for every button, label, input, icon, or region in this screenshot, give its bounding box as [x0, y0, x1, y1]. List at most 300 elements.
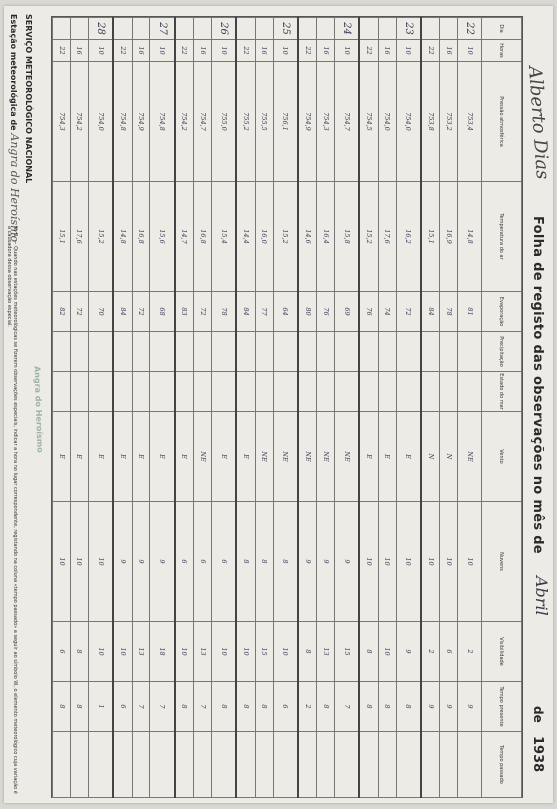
table-cell: 10 [396, 502, 421, 622]
table-cell: 14,7 [175, 182, 194, 292]
table-cell: 8 [175, 682, 194, 732]
table-row [53, 18, 71, 798]
table-cell: E [396, 412, 421, 502]
table-cell: 8 [71, 682, 89, 732]
record-sheet [4, 6, 553, 803]
table-cell: 9 [458, 682, 482, 732]
table-cell: 10 [396, 40, 421, 62]
table-cell [211, 372, 236, 412]
table-cell: 28 [88, 18, 113, 40]
table-cell: 15,2 [88, 182, 113, 292]
table-cell: 9 [298, 502, 317, 622]
col-clouds: Nuvens [482, 502, 522, 622]
table-cell: 22 [421, 40, 440, 62]
col-wind: Vento [482, 412, 522, 502]
table-cell: 82 [53, 292, 71, 332]
table-cell: 16,2 [396, 182, 421, 292]
signature: Alberto Dias [524, 65, 553, 181]
table-cell [335, 332, 360, 372]
table-cell: 754,9 [132, 62, 150, 182]
table-cell [132, 732, 150, 798]
table-cell [298, 18, 317, 40]
table-cell: 10 [88, 40, 113, 62]
table-row [71, 18, 89, 798]
table-cell: 1 [88, 682, 113, 732]
table-cell: 7 [150, 682, 175, 732]
table-cell: 8 [53, 682, 71, 732]
col-visibility: Visibilidade [482, 622, 522, 682]
table-cell: 754,0 [378, 62, 396, 182]
table-cell: 754,8 [113, 62, 132, 182]
table-cell: 754,2 [71, 62, 89, 182]
table-cell: NE [317, 412, 335, 502]
table-cell: 6 [273, 682, 298, 732]
table-cell [71, 732, 89, 798]
col-day: Dia [482, 18, 522, 40]
table-cell: 10 [458, 502, 482, 622]
table-cell [175, 372, 194, 412]
table-cell [53, 18, 71, 40]
col-evaporation: Evaporação [482, 292, 522, 332]
table-cell [53, 332, 71, 372]
table-cell: 6 [53, 622, 71, 682]
table-cell: 84 [236, 292, 255, 332]
table-cell [175, 18, 194, 40]
table-cell: 7 [132, 682, 150, 732]
table-cell: 754,0 [88, 62, 113, 182]
table-cell: 8 [273, 502, 298, 622]
table-cell [378, 732, 396, 798]
table-cell [113, 18, 132, 40]
table-row [175, 18, 194, 798]
table-cell: 17,6 [71, 182, 89, 292]
table-cell: 8 [236, 502, 255, 622]
table-cell: 74 [378, 292, 396, 332]
table-cell: 22 [175, 40, 194, 62]
table-cell: 10 [273, 622, 298, 682]
station-line [8, 14, 21, 242]
table-cell [255, 732, 273, 798]
table-cell: 6 [175, 502, 194, 622]
station-stamp: Angra do Heroísmo [32, 365, 45, 453]
table-cell [175, 732, 194, 798]
table-cell: 754,7 [335, 62, 360, 182]
table-cell [132, 332, 150, 372]
table-row [255, 18, 273, 798]
table-cell: 2 [458, 622, 482, 682]
station-name: Angra do Heroísmo [8, 133, 21, 243]
table-row [298, 18, 317, 798]
table-cell [317, 732, 335, 798]
table-cell: 10 [175, 622, 194, 682]
table-cell: 10 [359, 502, 378, 622]
table-cell: 72 [396, 292, 421, 332]
table-cell: 2 [421, 622, 440, 682]
table-cell: 9 [150, 502, 175, 622]
table-cell: 15,2 [359, 182, 378, 292]
table-cell: 10 [378, 622, 396, 682]
col-sea: Estado do mar [482, 372, 522, 412]
table-cell: 9 [440, 682, 458, 732]
table-cell [236, 732, 255, 798]
table-cell [175, 332, 194, 372]
table-cell [194, 18, 212, 40]
table-cell [440, 732, 458, 798]
table-cell: NE [194, 412, 212, 502]
table-cell [273, 332, 298, 372]
table-cell [440, 372, 458, 412]
table-cell: 755,0 [211, 62, 236, 182]
table-cell [88, 372, 113, 412]
table-cell [273, 732, 298, 798]
table-cell: 25 [273, 18, 298, 40]
table-cell: 6 [194, 502, 212, 622]
table-cell: 9 [132, 502, 150, 622]
table-cell [255, 372, 273, 412]
table-cell [421, 332, 440, 372]
table-cell: 754,2 [175, 62, 194, 182]
table-cell: 22 [113, 40, 132, 62]
footnote: N. B. — Quando nas estações meteorológicas se fizerem observações especiais, indicar a hora no lugar correspondente, registando na coluna «tempo passado» a seguir ao símbolo W, o elemento meteorológico cuja variação é a causadora dessa observação especial. [6, 226, 18, 794]
table-cell: 16 [440, 40, 458, 62]
table-cell: 16,9 [440, 182, 458, 292]
table-cell [378, 372, 396, 412]
table-cell: 753,4 [458, 62, 482, 182]
table-cell [421, 18, 440, 40]
table-cell [421, 732, 440, 798]
table-cell: 10 [440, 502, 458, 622]
table-cell: 16 [132, 40, 150, 62]
table-cell: 68 [150, 292, 175, 332]
table-cell: E [71, 412, 89, 502]
table-cell: 8 [298, 622, 317, 682]
table-cell: 15,1 [53, 182, 71, 292]
table-cell: NE [335, 412, 360, 502]
table-cell [421, 372, 440, 412]
table-cell: 9 [113, 502, 132, 622]
table-cell: 15,6 [150, 182, 175, 292]
table-cell: 22 [298, 40, 317, 62]
table-cell [150, 372, 175, 412]
table-cell [113, 732, 132, 798]
table-cell: 10 [88, 622, 113, 682]
table-cell: 16 [71, 40, 89, 62]
table-cell: 80 [298, 292, 317, 332]
table-cell: 22 [236, 40, 255, 62]
table-cell [440, 18, 458, 40]
table-cell: 8 [378, 682, 396, 732]
table-cell [335, 732, 360, 798]
table-cell [273, 372, 298, 412]
table-cell [458, 332, 482, 372]
table-cell [359, 332, 378, 372]
table-cell [317, 372, 335, 412]
table-cell [255, 332, 273, 372]
table-cell: 9 [335, 502, 360, 622]
table-cell: E [132, 412, 150, 502]
table-cell: E [236, 412, 255, 502]
table-cell: 8 [71, 622, 89, 682]
table-row [150, 18, 175, 798]
table-cell: 6 [440, 622, 458, 682]
table-cell: 10 [458, 40, 482, 62]
table-cell [317, 332, 335, 372]
table-cell: 14,6 [298, 182, 317, 292]
table-cell: 14,8 [113, 182, 132, 292]
table-cell: 754,9 [298, 62, 317, 182]
table-cell: E [359, 412, 378, 502]
table-cell [440, 332, 458, 372]
table-cell: E [113, 412, 132, 502]
table-cell: N [421, 412, 440, 502]
table-cell: 14,8 [458, 182, 482, 292]
table-cell: 6 [113, 682, 132, 732]
table-cell: 13 [317, 622, 335, 682]
table-cell [194, 732, 212, 798]
table-cell [150, 332, 175, 372]
table-cell: 22 [458, 18, 482, 40]
table-cell [113, 332, 132, 372]
table-cell [335, 372, 360, 412]
table-cell: 15,8 [335, 182, 360, 292]
table-cell: 78 [211, 292, 236, 332]
table-cell [194, 372, 212, 412]
table-cell [317, 18, 335, 40]
table-cell [211, 732, 236, 798]
table-row [378, 18, 396, 798]
table-cell: 8 [359, 682, 378, 732]
table-cell [298, 372, 317, 412]
table-cell: 84 [421, 292, 440, 332]
table-cell: 15,4 [211, 182, 236, 292]
table-row [236, 18, 255, 798]
table-cell: 16 [194, 40, 212, 62]
table-cell: 27 [150, 18, 175, 40]
table-cell [359, 732, 378, 798]
table-cell: 6 [211, 502, 236, 622]
table-cell: 7 [194, 682, 212, 732]
table-row [273, 18, 298, 798]
station-label: Estação meteorológica de [9, 14, 18, 131]
table-cell: 16 [255, 40, 273, 62]
table-cell: 10 [113, 622, 132, 682]
col-precipitation: Precipitação [482, 332, 522, 372]
table-cell: 9 [317, 502, 335, 622]
month-field: Abril [532, 576, 551, 616]
organization: SERVIÇO METEOROLÓGICO NACIONAL [24, 14, 33, 184]
table-row [113, 18, 132, 798]
table-cell: N [440, 412, 458, 502]
table-cell [71, 332, 89, 372]
observation-rows [53, 18, 482, 798]
table-cell [132, 372, 150, 412]
table-cell [255, 18, 273, 40]
table-cell: 77 [255, 292, 273, 332]
table-cell: 2 [298, 682, 317, 732]
table-cell [378, 18, 396, 40]
table-cell: 15,2 [273, 182, 298, 292]
table-cell: 754,0 [396, 62, 421, 182]
table-cell: 16 [317, 40, 335, 62]
table-cell: 78 [440, 292, 458, 332]
table-cell: E [211, 412, 236, 502]
table-cell [458, 732, 482, 798]
col-hour: Horas [482, 40, 522, 62]
table-cell: 16,8 [132, 182, 150, 292]
table-cell: 8 [396, 682, 421, 732]
table-cell: 76 [359, 292, 378, 332]
table-row [317, 18, 335, 798]
table-row [440, 18, 458, 798]
table-cell: 753,8 [421, 62, 440, 182]
table-cell: 81 [458, 292, 482, 332]
table-cell [378, 332, 396, 372]
table-cell [150, 732, 175, 798]
table-cell [236, 332, 255, 372]
table-cell: 9 [421, 682, 440, 732]
table-cell: 754,3 [317, 62, 335, 182]
table-cell: 10 [236, 622, 255, 682]
table-cell: 10 [71, 502, 89, 622]
page-title: Folha de registo das observações no mês de [530, 216, 545, 554]
table-cell [236, 372, 255, 412]
table-row [359, 18, 378, 798]
observation-table [51, 16, 523, 798]
table-row [211, 18, 236, 798]
rotated-form [4, 6, 553, 803]
table-cell: E [175, 412, 194, 502]
table-cell: NE [273, 412, 298, 502]
table-row [132, 18, 150, 798]
table-cell: 7 [335, 682, 360, 732]
table-cell: 16,4 [317, 182, 335, 292]
table-cell: 8 [255, 682, 273, 732]
table-cell: 16 [378, 40, 396, 62]
table-cell [458, 372, 482, 412]
table-cell: 9 [396, 622, 421, 682]
table-cell: 15 [255, 622, 273, 682]
table-cell: 755,5 [255, 62, 273, 182]
table-cell: 26 [211, 18, 236, 40]
table-cell: 10 [88, 502, 113, 622]
table-cell: 70 [88, 292, 113, 332]
table-cell [211, 332, 236, 372]
table-cell [298, 332, 317, 372]
table-cell [113, 372, 132, 412]
table-cell: 755,2 [236, 62, 255, 182]
table-cell [396, 372, 421, 412]
table-cell: 754,8 [150, 62, 175, 182]
table-cell [71, 18, 89, 40]
table-cell: 10 [378, 502, 396, 622]
table-cell: 10 [273, 40, 298, 62]
table-cell: 69 [335, 292, 360, 332]
table-row [335, 18, 360, 798]
table-cell: 13 [132, 622, 150, 682]
table-cell: 10 [211, 40, 236, 62]
table-cell: NE [255, 412, 273, 502]
table-cell: NE [458, 412, 482, 502]
col-past: Tempo passado [482, 732, 522, 798]
table-cell: 756,1 [273, 62, 298, 182]
table-cell: 10 [53, 502, 71, 622]
table-cell: 72 [71, 292, 89, 332]
table-cell: 753,2 [440, 62, 458, 182]
year-field: 1938 [530, 736, 545, 773]
table-cell: 10 [421, 502, 440, 622]
table-cell: NE [298, 412, 317, 502]
table-cell: 8 [359, 622, 378, 682]
table-cell: E [150, 412, 175, 502]
table-row [88, 18, 113, 798]
table-row [194, 18, 212, 798]
table-cell: 76 [317, 292, 335, 332]
col-present: Tempo presente [482, 682, 522, 732]
table-cell: 10 [150, 40, 175, 62]
table-cell: 64 [273, 292, 298, 332]
table-cell: E [378, 412, 396, 502]
table-cell: 23 [396, 18, 421, 40]
table-cell: E [88, 412, 113, 502]
table-cell: 10 [335, 40, 360, 62]
col-pressure: Pressão atmosférica [482, 62, 522, 182]
table-cell [53, 732, 71, 798]
table-cell: 24 [335, 18, 360, 40]
table-cell: 10 [211, 622, 236, 682]
table-cell: 83 [175, 292, 194, 332]
table-cell: 754,3 [53, 62, 71, 182]
table-cell: E [53, 412, 71, 502]
table-row [421, 18, 440, 798]
table-cell: 16,8 [194, 182, 212, 292]
table-cell: 17,6 [378, 182, 396, 292]
table-cell [71, 372, 89, 412]
table-cell [132, 18, 150, 40]
table-cell: 754,7 [194, 62, 212, 182]
table-cell [236, 18, 255, 40]
table-cell [359, 372, 378, 412]
table-cell: 16,0 [255, 182, 273, 292]
table-cell [298, 732, 317, 798]
table-cell: 8 [255, 502, 273, 622]
table-cell: 8 [211, 682, 236, 732]
table-cell: 84 [113, 292, 132, 332]
table-cell: 22 [359, 40, 378, 62]
table-cell: 15,1 [421, 182, 440, 292]
table-cell: 14,4 [236, 182, 255, 292]
table-cell: 8 [317, 682, 335, 732]
table-cell [88, 332, 113, 372]
table-cell: 72 [194, 292, 212, 332]
table-cell: 18 [150, 622, 175, 682]
table-row [396, 18, 421, 798]
table-cell [53, 372, 71, 412]
col-temperature: Temperatura do ar [482, 182, 522, 292]
table-cell: 15 [335, 622, 360, 682]
table-cell [88, 732, 113, 798]
table-cell [194, 332, 212, 372]
table-cell: 8 [236, 682, 255, 732]
table-cell: 22 [53, 40, 71, 62]
de-label: de [531, 706, 545, 723]
table-cell [359, 18, 378, 40]
table-cell: 754,5 [359, 62, 378, 182]
table-cell [396, 732, 421, 798]
table-row [458, 18, 482, 798]
table-cell [396, 332, 421, 372]
table-cell: 72 [132, 292, 150, 332]
table-cell: 13 [194, 622, 212, 682]
